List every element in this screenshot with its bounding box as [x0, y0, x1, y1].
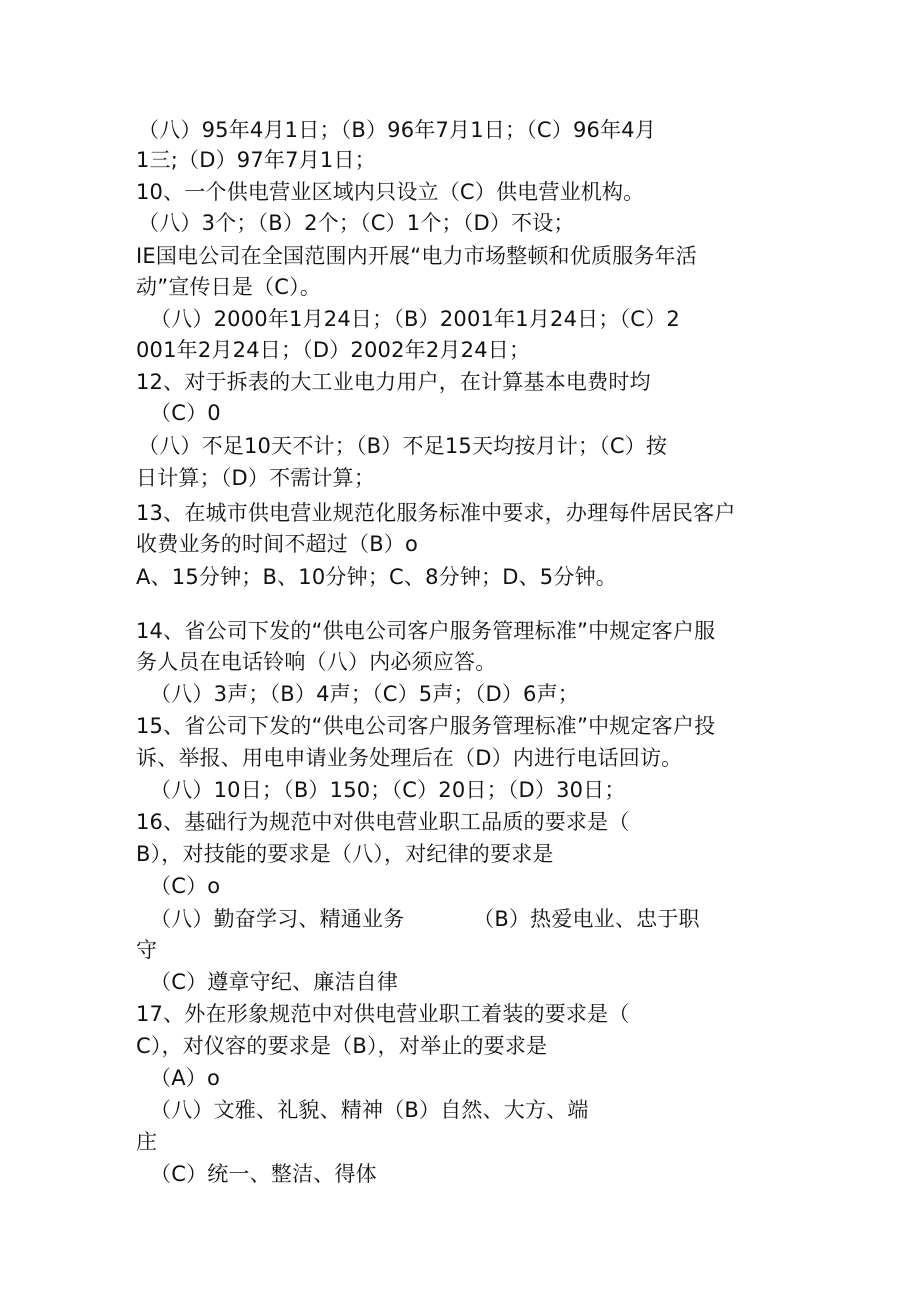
text-line: 守 [136, 938, 158, 962]
text-line: 1三;（D）97年7月1日； [136, 148, 376, 172]
text-line: （八）勤奋学习、精通业务 （B）热爱电业、忠于职 [150, 907, 700, 931]
text-line: （八）3个；（B）2个；（C）1个；（D）不设； [138, 211, 575, 235]
text-line: 庄 [136, 1130, 158, 1154]
text-line: 收费业务的时间不超过（B）o [136, 532, 419, 556]
text-line: （八）95年4月1日；（B）96年7月1日；（C）96年4月 [138, 118, 657, 142]
text-line: （八）2000年1月24日；（B）2001年1月24日；（C）2 [150, 307, 680, 331]
text-line: （C）0 [150, 401, 221, 425]
text-line: 001年2月24日；（D）2002年2月24日； [136, 338, 531, 362]
text-line: （C）遵章守纪、廉洁自律 [150, 970, 399, 994]
text-line: 16、基础行为规范中对供电营业职工品质的要求是（ [136, 810, 630, 834]
text-line: （八）3声；（B）4声；（C）5声；（D）6声； [150, 682, 579, 706]
text-line: （八）10日；（B）150；（C）20日；（D）30日； [150, 778, 626, 802]
text-line: 诉、举报、用电申请业务处理后在（D）内进行电话回访。 [136, 746, 683, 770]
text-line: （八）不足10天不计；（B）不足15天均按月计；（C）按 [138, 434, 668, 458]
text-line: 14、省公司下发的“供电公司客户服务管理标准”中规定客户服 [136, 619, 716, 643]
text-line: 17、外在形象规范中对供电营业职工着装的要求是（ [136, 1002, 630, 1026]
text-line: 12、对于拆表的大工业电力用户，在计算基本电费时均 [136, 370, 651, 394]
text-line: （C）统一、整洁、得体 [150, 1162, 377, 1186]
text-line: 10、一个供电营业区域内只设立（C）供电营业机构。 [136, 180, 645, 204]
text-line: C），对仪容的要求是（B），对举止的要求是 [136, 1034, 548, 1058]
text-line: 13、在城市供电营业规范化服务标准中要求，办理每件居民客户 [136, 501, 736, 525]
text-line: （C）o [150, 874, 221, 898]
text-line: （八）文雅、礼貌、精神（B）自然、大方、端 [150, 1098, 589, 1122]
text-line: 动”宣传日是（C）。 [136, 275, 322, 299]
text-line: A、15分钟；B、10分钟；C、8分钟；D、5分钟。 [136, 565, 617, 589]
text-line: 15、省公司下发的“供电公司客户服务管理标准”中规定客户投 [136, 714, 716, 738]
text-line: IE国电公司在全国范围内开展“电力市场整顿和优质服务年活 [136, 244, 697, 268]
text-line: 日计算；（D）不需计算； [136, 466, 376, 490]
text-line: （A）o [150, 1066, 221, 1090]
text-line: B），对技能的要求是（八），对纪律的要求是 [136, 842, 554, 866]
text-line: 务人员在电话铃响（八）内必须应答。 [136, 650, 497, 674]
